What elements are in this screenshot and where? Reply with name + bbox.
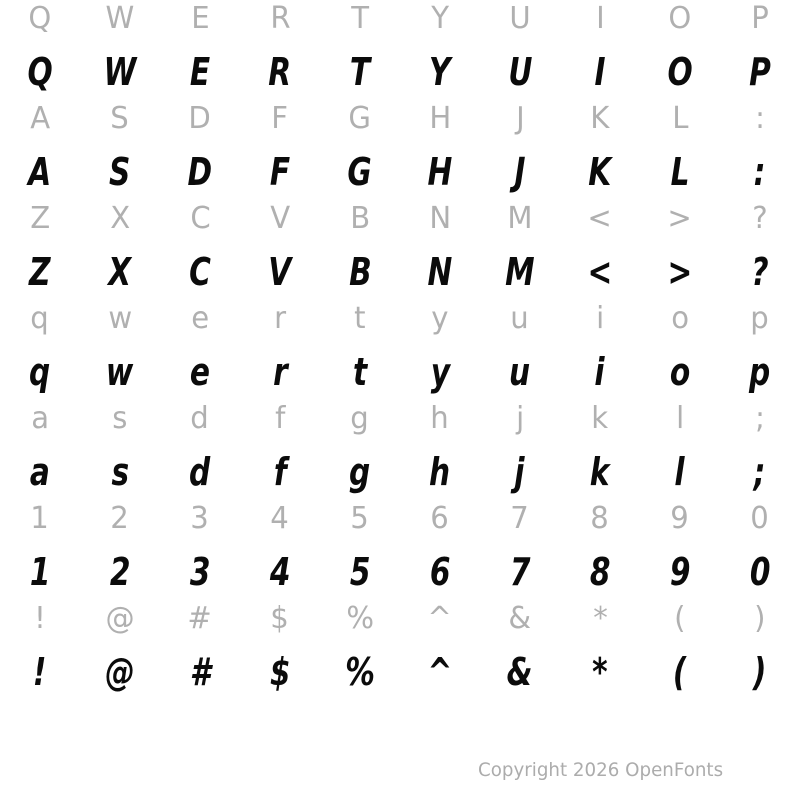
glyph: q [29,350,51,394]
glyph: & [508,601,532,636]
glyph: ! [34,601,46,636]
glyph: 1 [30,501,50,536]
glyph-cell [480,0,560,38]
glyph-cell [80,500,160,538]
glyph-cell [320,300,400,338]
glyph-cell [240,450,320,494]
glyph: # [187,601,213,636]
glyph: D [188,101,212,136]
glyph-cell [320,250,400,294]
glyph: u [509,350,531,394]
glyph-cell [480,550,560,594]
glyph: w [106,350,134,394]
glyph-cell [0,450,80,494]
glyph-cell [240,50,320,94]
specimen-row-lowercase-qwerty-ghost [0,300,800,338]
glyph-cell [560,100,640,138]
glyph-cell [80,350,160,394]
glyph-cell [0,400,80,438]
glyph: F [269,150,291,194]
glyph-cell [320,200,400,238]
glyph: @ [105,650,135,694]
glyph: u [510,301,530,336]
glyph-cell [400,0,480,38]
glyph-cell [80,300,160,338]
glyph: 6 [430,501,450,536]
glyph-cell [480,200,560,238]
glyph-cell [0,150,80,194]
glyph-cell [160,150,240,194]
glyph: l [674,450,686,494]
glyph-cell [320,50,400,94]
glyph: * [592,601,608,636]
glyph: C [189,250,211,294]
glyph: i [594,350,606,394]
glyph: R [269,1,291,36]
glyph: G [347,150,373,194]
glyph-cell [240,550,320,594]
glyph-cell [160,300,240,338]
glyph-cell [320,450,400,494]
glyph-cell [240,300,320,338]
glyph: $ [269,650,291,694]
glyph: ? [751,250,769,294]
glyph: s [111,450,129,494]
glyph-cell [480,150,560,194]
glyph-cell [240,350,320,394]
glyph-cell [640,150,720,194]
glyph-cell [320,500,400,538]
glyph: D [187,150,213,194]
glyph-cell [320,0,400,38]
glyph-cell [400,400,480,438]
glyph-cell [80,650,160,694]
glyph: ( [674,601,686,636]
glyph: : [755,101,765,136]
glyph-cell [640,600,720,638]
glyph-cell [0,300,80,338]
glyph: d [189,450,211,494]
glyph: d [190,401,210,436]
glyph: k [590,450,610,494]
glyph-cell [80,600,160,638]
specimen-row-uppercase-bottom-main [0,250,800,294]
glyph: L [670,150,690,194]
glyph: T [349,50,371,94]
glyph: h [430,401,450,436]
glyph: % [346,601,374,636]
glyph: T [351,1,369,36]
glyph: S [110,101,130,136]
glyph-cell [720,300,800,338]
glyph-cell [320,350,400,394]
glyph: 4 [270,501,290,536]
glyph-cell [480,600,560,638]
glyph-cell [400,200,480,238]
glyph: j [514,450,526,494]
glyph: o [671,301,689,336]
glyph-cell [160,250,240,294]
glyph: 7 [510,501,530,536]
glyph-cell [560,0,640,38]
glyph-cell [720,600,800,638]
glyph: Q [27,50,53,94]
glyph: A [28,150,52,194]
specimen-row-uppercase-qwerty-ghost [0,0,800,38]
glyph-cell [640,550,720,594]
glyph: o [669,350,691,394]
glyph: i [595,301,605,336]
glyph: ) [753,650,767,694]
glyph: H [429,101,451,136]
glyph-cell [400,350,480,394]
glyph: y [430,350,450,394]
glyph: j [515,401,525,436]
glyph-cell [320,150,400,194]
glyph: q [30,301,50,336]
glyph-cell [80,400,160,438]
glyph-cell [560,300,640,338]
glyph-cell [720,650,800,694]
glyph-cell [480,650,560,694]
glyph-cell [400,100,480,138]
glyph-cell [400,150,480,194]
glyph: h [429,450,451,494]
glyph: U [507,50,533,94]
glyph: I [595,1,605,36]
glyph: O [668,1,692,36]
glyph-cell [640,50,720,94]
glyph: B [350,201,370,236]
glyph-cell [560,50,640,94]
glyph-cell [160,50,240,94]
glyph: L [671,101,689,136]
glyph: r [274,301,286,336]
glyph-cell [400,550,480,594]
specimen-row-lowercase-qwerty-main [0,350,800,394]
glyph: E [189,50,211,94]
glyph: 6 [429,550,451,594]
specimen-row-lowercase-home-main [0,450,800,494]
glyph-cell [640,650,720,694]
specimen-row-symbols-ghost [0,600,800,638]
glyph: R [268,50,292,94]
glyph-cell [400,50,480,94]
glyph-cell [400,300,480,338]
glyph: F [271,101,289,136]
glyph-cell [240,400,320,438]
glyph: 2 [110,501,130,536]
glyph: 3 [189,550,211,594]
glyph: ( [673,650,687,694]
glyph-cell [640,500,720,538]
glyph: l [675,401,685,436]
glyph-cell [720,200,800,238]
glyph: : [754,150,766,194]
glyph: 1 [29,550,51,594]
glyph-cell [160,400,240,438]
glyph: V [268,250,292,294]
specimen-row-uppercase-qwerty-main [0,50,800,94]
glyph-cell [560,200,640,238]
glyph-cell [240,250,320,294]
glyph-cell [0,250,80,294]
glyph: t [352,350,368,394]
glyph-cell [560,650,640,694]
glyph: V [270,201,290,236]
glyph-cell [640,400,720,438]
glyph-cell [640,350,720,394]
glyph: p [750,301,770,336]
glyph-cell [400,500,480,538]
glyph-cell [320,100,400,138]
copyright-notice: Copyright 2026 OpenFonts [478,759,724,781]
glyph: 2 [109,550,131,594]
glyph-cell [720,250,800,294]
glyph-cell [80,200,160,238]
glyph-cell [320,400,400,438]
glyph-cell [560,400,640,438]
glyph: e [189,350,211,394]
glyph-cell [80,550,160,594]
glyph-cell [80,250,160,294]
specimen-row-uppercase-home-ghost [0,100,800,138]
glyph-cell [560,600,640,638]
glyph-cell [160,500,240,538]
glyph-cell [80,100,160,138]
glyph: % [345,650,375,694]
glyph: p [749,350,771,394]
glyph: ? [752,201,768,236]
specimen-row-symbols-main [0,650,800,694]
glyph: f [274,401,286,436]
glyph-cell [720,400,800,438]
glyph: y [431,301,449,336]
glyph: s [112,401,128,436]
glyph-cell [400,650,480,694]
glyph-cell [240,500,320,538]
glyph-cell [720,550,800,594]
glyph-cell [720,350,800,394]
glyph: t [354,301,366,336]
glyph: w [108,301,132,336]
glyph-cell [80,0,160,38]
glyph: 0 [749,550,771,594]
glyph-cell [560,350,640,394]
glyph-cell [560,450,640,494]
glyph-cell [240,200,320,238]
glyph: P [749,50,771,94]
glyph-cell [160,600,240,638]
glyph-cell [240,600,320,638]
glyph: Z [29,250,51,294]
glyph-cell [480,50,560,94]
glyph: U [509,1,531,36]
glyph: J [515,101,525,136]
glyph: M [507,201,533,236]
glyph: & [507,650,533,694]
glyph: > [667,250,693,294]
glyph: W [103,50,137,94]
glyph-cell [560,250,640,294]
glyph: a [29,450,51,494]
glyph-cell [0,50,80,94]
glyph-cell [720,150,800,194]
glyph-cell [240,100,320,138]
glyph: Y [429,50,451,94]
glyph-cell [400,250,480,294]
glyph-cell [160,650,240,694]
glyph-cell [160,0,240,38]
glyph: 0 [750,501,770,536]
specimen-row-uppercase-bottom-ghost [0,200,800,238]
glyph: @ [105,601,135,636]
glyph-cell [0,200,80,238]
glyph: g [349,450,371,494]
glyph-cell [720,450,800,494]
glyph: A [30,101,50,136]
glyph: ^ [427,601,453,636]
glyph-cell [480,250,560,294]
glyph: * [592,650,608,694]
glyph-cell [640,250,720,294]
glyph: G [348,101,372,136]
specimen-row-uppercase-home-main [0,150,800,194]
glyph-cell [160,550,240,594]
glyph: > [667,201,693,236]
glyph: M [505,250,535,294]
glyph-cell [480,500,560,538]
glyph-cell [240,650,320,694]
specimen-row-digits-main [0,550,800,594]
glyph-cell [160,100,240,138]
glyph-cell [640,200,720,238]
glyph: 9 [670,501,690,536]
glyph: I [594,50,606,94]
glyph-cell [160,200,240,238]
glyph: 3 [190,501,210,536]
glyph-cell [80,50,160,94]
glyph: ) [754,601,766,636]
glyph: ; [755,401,765,436]
specimen-row-digits-ghost [0,500,800,538]
glyph-cell [480,450,560,494]
glyph-cell [720,500,800,538]
glyph-cell [0,100,80,138]
glyph-cell [240,0,320,38]
glyph: J [514,150,526,194]
glyph: < [587,250,613,294]
glyph-cell [560,150,640,194]
glyph: O [667,50,693,94]
glyph: Y [431,1,449,36]
glyph-cell [80,150,160,194]
glyph: C [189,201,211,236]
glyph-cell [160,350,240,394]
glyph-cell [0,500,80,538]
glyph-cell [320,550,400,594]
glyph: N [429,201,451,236]
glyph: S [109,150,131,194]
glyph: 8 [589,550,611,594]
glyph-cell [640,300,720,338]
glyph: P [751,1,769,36]
glyph-cell [560,550,640,594]
glyph-cell [640,450,720,494]
glyph: W [105,1,135,36]
glyph-cell [0,350,80,394]
glyph: ^ [427,650,453,694]
glyph: X [110,201,130,236]
glyph: < [587,201,613,236]
glyph: Z [30,201,50,236]
glyph: ! [33,650,47,694]
glyph: 5 [349,550,371,594]
glyph-cell [0,600,80,638]
glyph-cell [720,50,800,94]
glyph: k [591,401,609,436]
glyph: B [348,250,372,294]
glyph: # [189,650,211,694]
glyph: 4 [269,550,291,594]
glyph: e [191,301,209,336]
glyph-cell [0,0,80,38]
glyph: 5 [350,501,370,536]
glyph-cell [160,450,240,494]
glyph-cell [560,500,640,538]
specimen-row-lowercase-home-ghost [0,400,800,438]
glyph: 8 [590,501,610,536]
glyph: Q [28,1,52,36]
glyph-cell [400,600,480,638]
glyph-cell [320,650,400,694]
glyph-cell [80,450,160,494]
glyph: a [31,401,49,436]
glyph: $ [270,601,290,636]
glyph-cell [480,300,560,338]
glyph-cell [640,0,720,38]
glyph: r [272,350,288,394]
glyph: N [427,250,453,294]
glyph-cell [480,400,560,438]
glyph-cell [640,100,720,138]
glyph: g [350,401,370,436]
glyph: K [590,101,610,136]
glyph: f [273,450,287,494]
glyph: 7 [509,550,531,594]
glyph-cell [720,100,800,138]
glyph-cell [480,350,560,394]
glyph-cell [400,450,480,494]
glyph-cell [0,550,80,594]
glyph-cell [720,0,800,38]
glyph: ; [754,450,766,494]
glyph: K [588,150,612,194]
glyph-cell [240,150,320,194]
glyph: X [108,250,132,294]
glyph-cell [0,650,80,694]
glyph: H [427,150,453,194]
glyph-cell [480,100,560,138]
glyph: E [190,1,210,36]
glyph: 9 [669,550,691,594]
glyph-cell [320,600,400,638]
